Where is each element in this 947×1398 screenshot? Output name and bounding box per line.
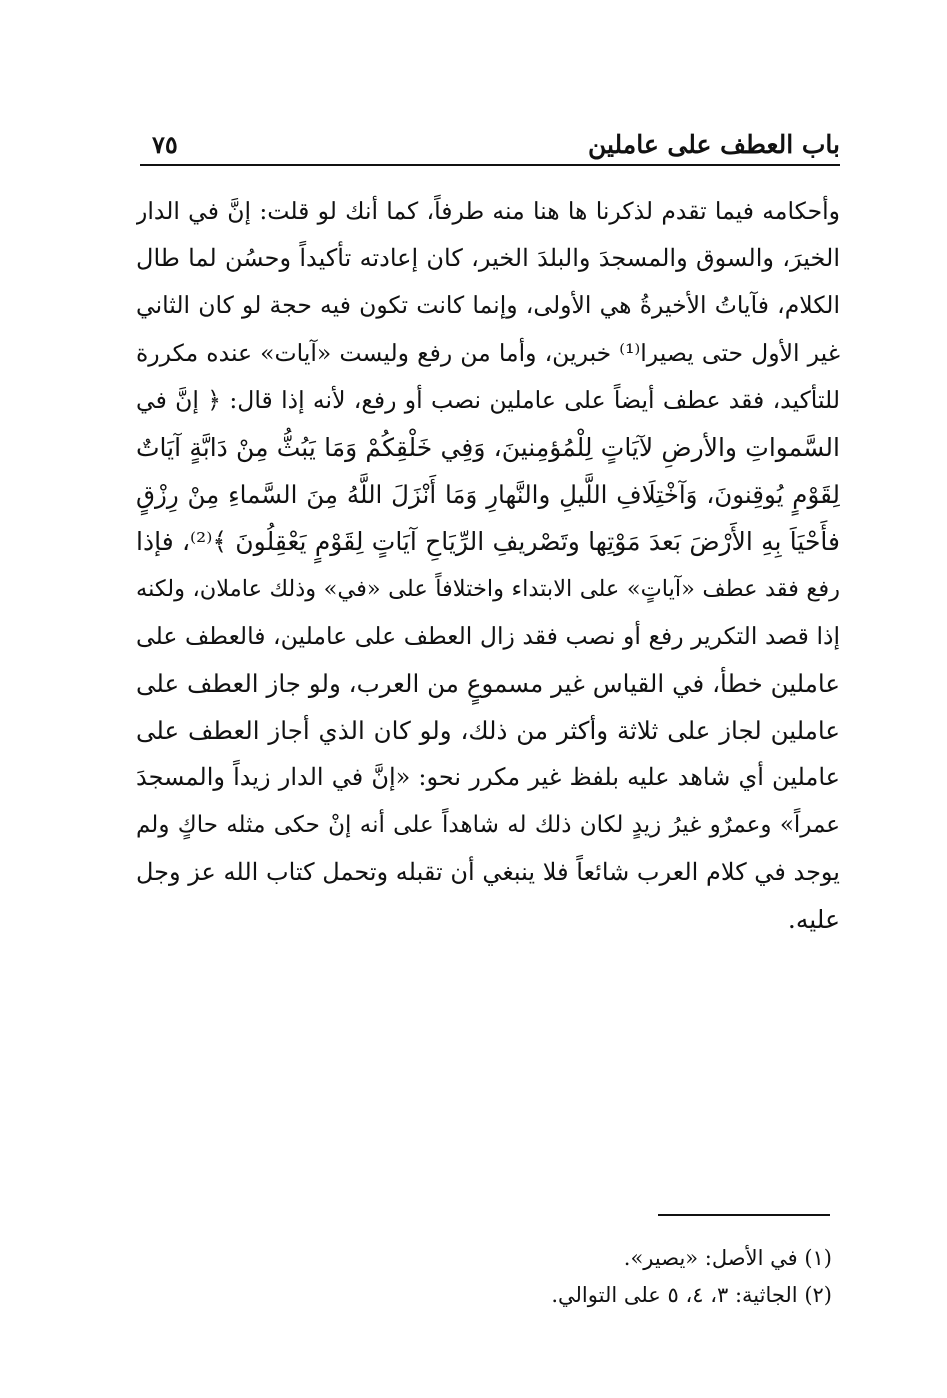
text-line: عاملين أي شاهد عليه بلفظ غير مكرر نحو: «إنَّ في الدار زيداً والمسجدَ: [136, 763, 840, 792]
main-text: [136, 188, 840, 935]
text-line: الكلام، فآياتُ الأخيرةُ هي الأولى، وإنما كانت تكون فيه حجة لو كان الثاني: [136, 291, 840, 320]
text-line: وأحكامه فيما تقدم لذكرنا ها هنا منه طرفاً، كما أنك لو قلت: إنَّ في الدار: [136, 197, 840, 225]
text-line: عاملين خطأ، في القياس غير مسموعٍ من العرب، ولو جاز العطف على: [136, 669, 840, 699]
text-line: يوجد في كلام العرب شائعاً فلا ينبغي أن تقبله وتحمل كتاب الله عز وجل: [136, 857, 840, 886]
text-line: عمراً» وعمرٌو غيرُ زيدٍ لكان ذلك له شاهداً على أنه إنْ حكى مثله حاكٍ ولم: [136, 811, 840, 838]
text-line: عاملين لجاز على ثلاثة وأكثر من ذلك، ولو كان الذي أجاز العطف على: [136, 716, 840, 746]
text-line: رفع فقد عطف «آياتٍ» على الابتداء واختلافاً على «في» وذلك عاملان، ولكنه: [136, 575, 840, 602]
footnote-1: (١) في الأصل: «يصير».: [623, 1246, 832, 1270]
text-line: إذا قصد التكرير رفع أو نصب فقد زال العطف على عاملين، فالعطف على: [136, 621, 840, 650]
text-line: للتأكيد، فقد عطف أيضاً على عاملين نصب أو رفع، لأنه إذا قال: ﴿ إنَّ في: [136, 385, 840, 414]
chapter-title: باب العطف على عاملين: [587, 130, 840, 159]
text-line: الخيرَ، والسوق والمسجدَ والبلدَ الخير، كان إعادته تأكيداً وحسُن لما طال: [136, 244, 840, 273]
header-rule: [140, 164, 840, 166]
footnote-separator: [658, 1214, 830, 1216]
quran-verse-line: السَّمواتِ والأرضِ لآيَاتٍ لِلْمُؤمِنينَ، وَفِي خَلْقِكُمْ وَمَا يَبُثُّ مِنْ دَابَّةٍ آيَاتٌ: [136, 433, 840, 463]
page-number: ٧٥: [152, 130, 178, 159]
quran-verse-line: لِقَوْمٍ يُوقِنونَ، وَآخْتِلَافِ اللَّيلِ والنَّهارِ وَمَا أَنْزَلَ اللَّهُ مِنَ السَّماءِ مِنْ رِزْقٍ: [136, 480, 840, 510]
running-head: [140, 128, 840, 168]
text-line-last: عليه.: [787, 905, 840, 935]
text-line: غير الأول حتى يصيرا⁽¹⁾ خبرين، وأما من رفع وليست «آيات» عنده مكررة: [136, 338, 840, 367]
quran-verse-line: فأَحْيَاَ بِهِ الأَرْضَ بَعدَ مَوْتِها وتَصْريفِ الرِّيَاحِ آيَاتٍ لِقَوْمٍ يَعْقِلُونَ ﴾⁽²⁾، فإذا: [136, 527, 840, 557]
footnotes: [400, 1240, 832, 1314]
footnote-2: (٢) الجاثية: ٣، ٤، ٥ على التوالي.: [551, 1283, 832, 1307]
